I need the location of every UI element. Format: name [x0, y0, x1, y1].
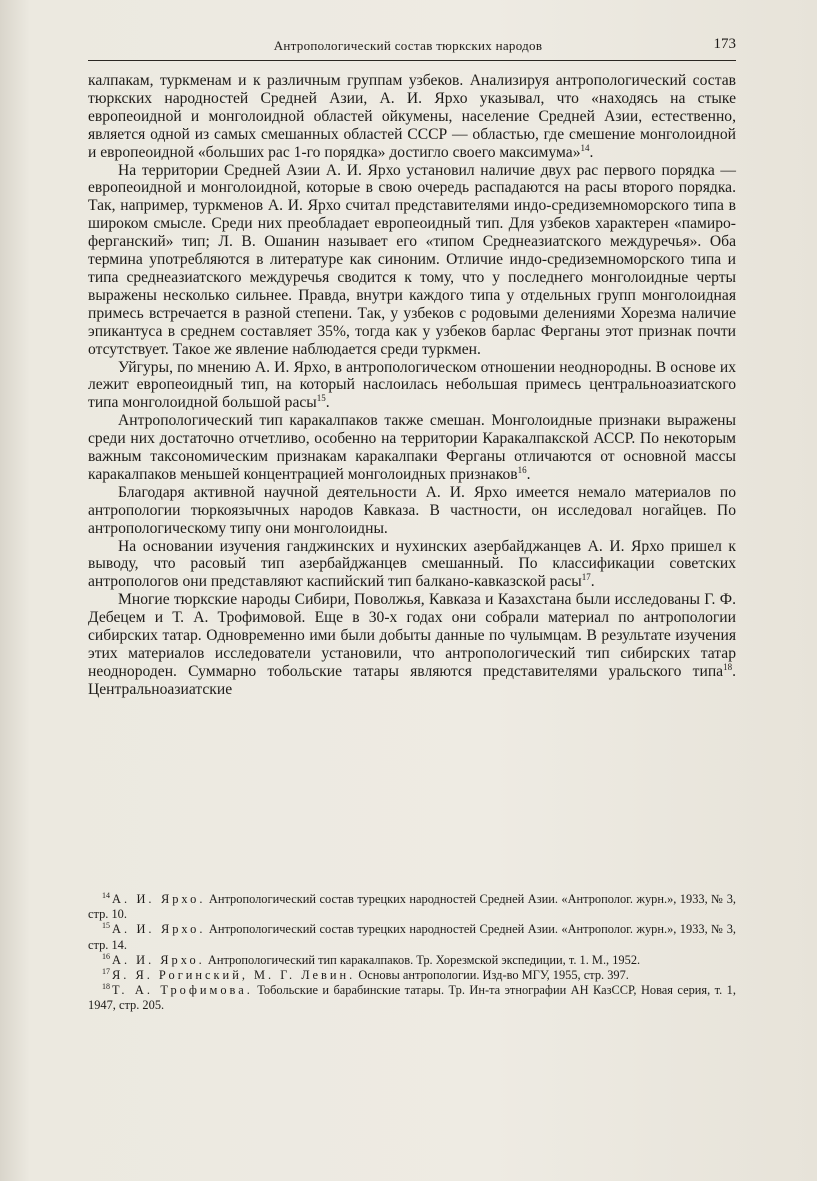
footnote-author: А. И. Ярхо.: [112, 922, 206, 937]
footnote: [88, 953, 736, 968]
page-header: [88, 36, 736, 56]
footnote-mark: 14: [102, 890, 110, 900]
paragraph: Благодаря активной научной деятельности А. И. Ярхо имеется немало материалов по антропологии тюркоязычных народов Кавказа. В частности, он исследовал ногайцев. По антропологическому типу они монголоидны.: [88, 483, 736, 537]
paragraph: калпакам, туркменам и к различным группам узбеков. Анализируя антропологический состав тюркских народностей Средней Азии, А. И. Ярхо указывал, что «находясь на стыке европеоидной и монголоидной областей ойкумены, население Средней Азии, естественно, является одной из самых смешанных областей СССР — областью, где смешение монголоидной и европеоидной «больших рас 1-го порядка» достигло своего максимума»$^{14}$.: [88, 72, 736, 161]
paragraph: Антропологический тип каракалпаков также смешан. Монголоидные признаки выражены среди них достаточно отчетливо, особенно на территории Каракалпакской АССР. По некоторым важным таксономическим признакам каракалпаки Ферганы отличаются от основной массы каракалпаков меньшей концентрацией монголоидных признаков$^{16}$.: [88, 412, 736, 483]
footnote-mark: 17: [102, 966, 110, 976]
paragraph: На территории Средней Азии А. И. Ярхо установил наличие двух рас первого порядка — европеоидной и монголоидной, которые в свою очередь распадаются на расы второго порядка. Так, например, туркменов А. И. Ярхо считал представителями индо-средиземноморского типа в широком смысле. Среди них преобладает европеоидный тип. Для узбеков характерен «памиро-ферганский» тип; Л. В. Ошанин называет его «типом Среднеазиатского междуречья». Оба термина употребляются в литературе как синоним. Отличие индо-средиземноморского типа и типа среднеазиатского междуречья сводится к тому, что у последнего монголоидные черты выражены несколько сильнее. Правда, внутри каждого типа у отдельных групп монголоидная примесь встречается в разной степени. Так, у узбеков с родовыми делениями Хорезма наличие эпикантуса в среднем составляет 35%, тогда как у узбеков барлас Ферганы этот признак почти отсутствует. Такое же явление наблюдается среди туркмен.: [88, 161, 736, 358]
footnote-author: А. И. Ярхо.: [112, 952, 205, 967]
footnote: [88, 983, 736, 1013]
footnote-mark: 18: [102, 982, 110, 992]
footnote-author: Я. Я. Рогинский, М. Г. Левин.: [112, 968, 356, 983]
header-rule: [88, 60, 736, 61]
footnote-ref[interactable]: 14: [580, 142, 590, 153]
footnote: [88, 968, 736, 983]
paragraph: Уйгуры, по мнению А. И. Ярхо, в антропологическом отношении неоднородны. В основе их лежит европеоидный тип, на который наслоилась небольшая примесь центральноазиатского типа монголоидной большой расы$^{15}$.: [88, 358, 736, 412]
footnote-author: Т. А. Трофимова.: [112, 983, 253, 998]
footnote-text: Антропологический тип каракалпаков. Тр. Хорезмской экспедиции, т. 1. М., 1952.: [207, 952, 641, 967]
footnote-ref[interactable]: 15: [316, 393, 326, 404]
footnote: [88, 892, 736, 922]
paragraph: Многие тюркские народы Сибири, Поволжья, Кавказа и Казахстана были исследованы Г. Ф. Дебецем и Т. А. Трофимовой. Еще в 30-х годах они собрали материал по антропологии сибирских татар. Одновременно ими были добыты данные по чулымцам. В результате изучения этих материалов исследователи установили, что антропологический тип сибирских татар неоднороден. Суммарно тобольские татары являются представителями уральского типа$^{18}$. Центральноазиатские: [88, 591, 736, 698]
footnote-text: Антропологический состав турецких народностей Средней Азии. «Антрополог. журн.», 1933, № 3, стр. 14.: [88, 922, 737, 952]
footnote-ref[interactable]: 18: [723, 661, 733, 672]
page-number: 173: [713, 36, 736, 52]
running-title: Антропологический состав тюркских народов: [273, 38, 543, 53]
main-text: [88, 72, 736, 699]
footnotes: [88, 892, 736, 1014]
footnote-text: Тобольские и барабинские татары. Тр. Ин-та этнографии АН КазССР, Новая серия, т. 1, 1947, стр. 205.: [88, 983, 736, 1013]
footnote-ref[interactable]: 17: [581, 572, 591, 583]
footnote: [88, 922, 736, 952]
footnote-text: Основы антропологии. Изд-во МГУ, 1955, стр. 397.: [358, 968, 629, 983]
footnote-ref[interactable]: 16: [517, 464, 527, 475]
footnote-mark: 15: [102, 921, 110, 931]
paragraph: На основании изучения ганджинских и нухинских азербайджанцев А. И. Ярхо пришел к выводу, что расовый тип азербайджанцев смешанный. По классификации советских антропологов они представляют каспийский тип балкано-кавказской расы$^{17}$.: [88, 537, 736, 591]
footnote-mark: 16: [102, 951, 110, 961]
footnote-author: А. И. Ярхо.: [112, 892, 206, 906]
footnote-text: Антропологический состав турецких народностей Средней Азии. «Антрополог. журн.», 1933, № 3, стр. 10.: [88, 892, 737, 922]
